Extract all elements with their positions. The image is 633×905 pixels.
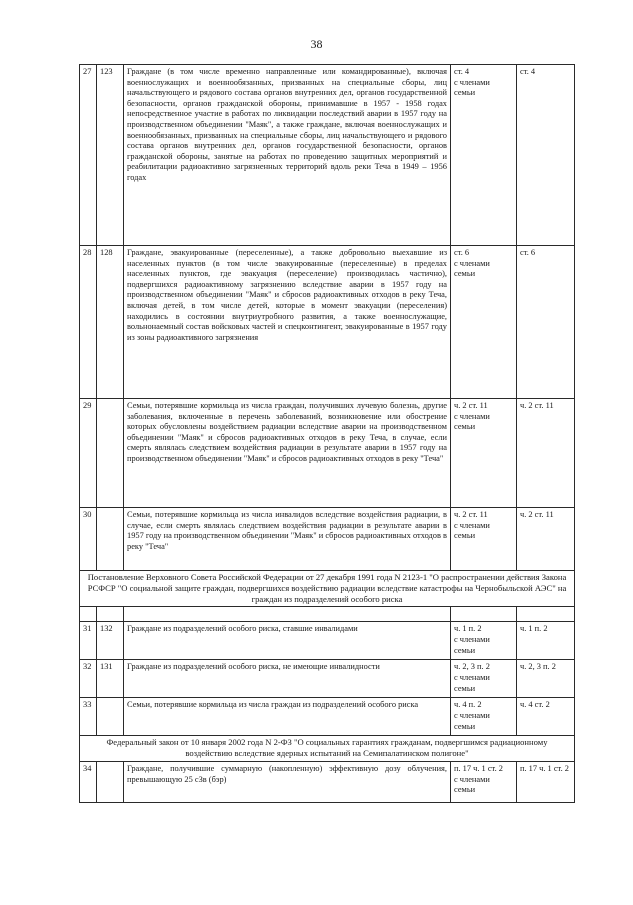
row-article-line: семьи <box>454 531 476 541</box>
row-article-2: ч. 2, 3 п. 2 <box>517 660 575 698</box>
row-number: 34 <box>80 761 97 802</box>
row-reference: 128 <box>97 246 124 399</box>
row-number: 30 <box>80 508 97 571</box>
row-number: 31 <box>80 622 97 660</box>
row-number: 33 <box>80 698 97 736</box>
row-article-line: ч. 2, 3 п. 2 <box>454 662 490 672</box>
row-article-line: семьи <box>454 645 476 655</box>
row-reference <box>97 698 124 736</box>
row-article-line: семьи <box>454 721 476 731</box>
row-article-2: ч. 2 ст. 11 <box>517 508 575 571</box>
row-description: Граждане, получившие суммарную (накопленную) эффективную дозу облучения, превышающую 25 сЗв (бэр) <box>124 761 451 802</box>
row-reference <box>97 508 124 571</box>
row-article-line: с членами <box>454 634 490 644</box>
row-article-line: семьи <box>454 683 476 693</box>
row-description: Семьи, потерявшие кормильца из числа граждан, получивших лучевую болезнь, другие заболевания, включенные в перечень заболеваний, возникновение или обострение которых обусловлены воздействием радиации вследствие аварии на производственном объединении "Маяк" и сбросов радиоактивных отходов в реку Теча, в случае, если смерть являлась следствием воздействия радиации в результате аварии в 1957 году на производственном объединении "Маяк" и сбросов радиоактивных отходов в реку "Теча" <box>124 399 451 508</box>
row-article-line: с членами <box>454 258 490 268</box>
row-article-line: с членами <box>454 520 490 530</box>
row-article <box>451 246 517 399</box>
row-description: Граждане (в том числе временно направленные или командированные), включая военнослужащих и военнообязанных, призванных на специальные сборы, лиц начальствующего и рядового состава органов внутренних дел, органов государственной безопасности, органов гражданской обороны, принимавшие в 1957 - 1958 годах непосредственное участие в работах по ликвидации последствий аварии в 1957 году на производственном объединении "Маяк", а также граждане, включая военнослужащих и военнообязанных, призванных на специальные сборы, лиц начальствующего и рядового состава органов внутренних дел, органов государственной безопасности, органов гражданской обороны, занятые на работах по проведению защитных мероприятий и реабилитации радиоактивно загрязненных территорий вдоль реки Теча в 1949 – 1956 годах <box>124 65 451 246</box>
row-number: 29 <box>80 399 97 508</box>
page-number: 38 <box>310 37 323 51</box>
row-article <box>451 508 517 571</box>
row-article-2: п. 17 ч. 1 ст. 2 <box>517 761 575 802</box>
row-article-line: ст. 6 <box>454 248 470 257</box>
row-reference: 123 <box>97 65 124 246</box>
row-article-line: ч. 1 п. 2 <box>454 624 482 634</box>
spacer-cell <box>451 607 517 622</box>
table-row <box>80 246 575 399</box>
row-reference <box>97 761 124 802</box>
row-article-2: ч. 4 ст. 2 <box>517 698 575 736</box>
row-description: Граждане, эвакуированные (переселенные), а также добровольно выехавшие из населенных пунктов (в том числе эвакуированные (переселенные) в пределах населенных пунктов, где эвакуация (переселение) производилась частично), подвергшихся радиоактивному загрязнению вследствие аварии в 1957 году на производственном объединении "Маяк" и сбросов радиоактивных отходов в реку Теча, включая детей, в том числе детей, которые в момент эвакуации (переселения) находились в состоянии внутриутробного развития, а также военнослужащие, вольнонаемный состав войсковых частей и спецконтингент, эвакуированные в 1957 году из зоны радиоактивного загрязнения <box>124 246 451 399</box>
row-article <box>451 622 517 660</box>
row-article-line: семьи <box>454 785 476 795</box>
row-article <box>451 660 517 698</box>
table-row <box>80 761 575 802</box>
row-article <box>451 399 517 508</box>
row-article-line: ст. 4 <box>454 67 470 76</box>
row-article-line: ч. 2 ст. 11 <box>454 401 488 410</box>
row-reference <box>97 399 124 508</box>
law-heading: Постановление Верховного Совета Российской Федерации от 27 декабря 1991 года N 2123-1 "О распространении действия Закона РСФСР "О социальной защите граждан, подвергшихся воздействию радиации вследствие катастрофы на Чернобыльской АЭС" на граждан из подразделений особого риска <box>80 571 575 607</box>
row-article-line: семьи <box>454 422 476 432</box>
row-description: Семьи, потерявшие кормильца из числа граждан из подразделений особого риска <box>124 698 451 736</box>
row-article <box>451 698 517 736</box>
law-heading-row <box>80 571 575 607</box>
table-row <box>80 698 575 736</box>
row-article-line: с членами <box>454 774 490 784</box>
row-article-2: ст. 6 <box>517 246 575 399</box>
row-number: 27 <box>80 65 97 246</box>
table-row <box>80 622 575 660</box>
row-article-line: ч. 2 ст. 11 <box>454 510 488 519</box>
row-article <box>451 761 517 802</box>
law-heading: Федеральный закон от 10 января 2002 года N 2-ФЗ "О социальных гарантиях гражданам, подвергшимся радиационному воздействию вследствие ядерных испытаний на Семипалатинском полигоне" <box>80 736 575 762</box>
benefits-table <box>79 64 575 803</box>
row-article-line: ч. 4 п. 2 <box>454 700 482 710</box>
row-description: Граждане из подразделений особого риска, не имеющие инвалидности <box>124 660 451 698</box>
spacer-cell <box>517 607 575 622</box>
spacer-cell <box>124 607 451 622</box>
row-article-2: ч. 1 п. 2 <box>517 622 575 660</box>
table-row <box>80 399 575 508</box>
spacer-cell <box>80 607 97 622</box>
row-article-line: с членами <box>454 672 490 682</box>
row-reference: 131 <box>97 660 124 698</box>
table-row <box>80 508 575 571</box>
row-article-line: с членами <box>454 77 490 87</box>
row-article-line: семьи <box>454 269 476 279</box>
row-article-line: с членами <box>454 710 490 720</box>
table-row <box>80 65 575 246</box>
spacer-cell <box>97 607 124 622</box>
row-number: 28 <box>80 246 97 399</box>
row-description: Граждане из подразделений особого риска, ставшие инвалидами <box>124 622 451 660</box>
spacer-row <box>80 607 575 622</box>
table-row <box>80 660 575 698</box>
row-description: Семьи, потерявшие кормильца из числа инвалидов вследствие воздействия радиации, в случае, если смерть являлась следствием воздействия радиации в результате аварии в 1957 году на производственном объединении "Маяк" и сбросов радиоактивных отходов в реку "Теча" <box>124 508 451 571</box>
row-article-2: ст. 4 <box>517 65 575 246</box>
row-article-line: п. 17 ч. 1 ст. 2 <box>454 763 503 773</box>
row-reference: 132 <box>97 622 124 660</box>
row-number: 32 <box>80 660 97 698</box>
row-article-line: семьи <box>454 88 476 98</box>
row-article-line: с членами <box>454 411 490 421</box>
row-article-2: ч. 2 ст. 11 <box>517 399 575 508</box>
row-article <box>451 65 517 246</box>
law-heading-row <box>80 736 575 762</box>
